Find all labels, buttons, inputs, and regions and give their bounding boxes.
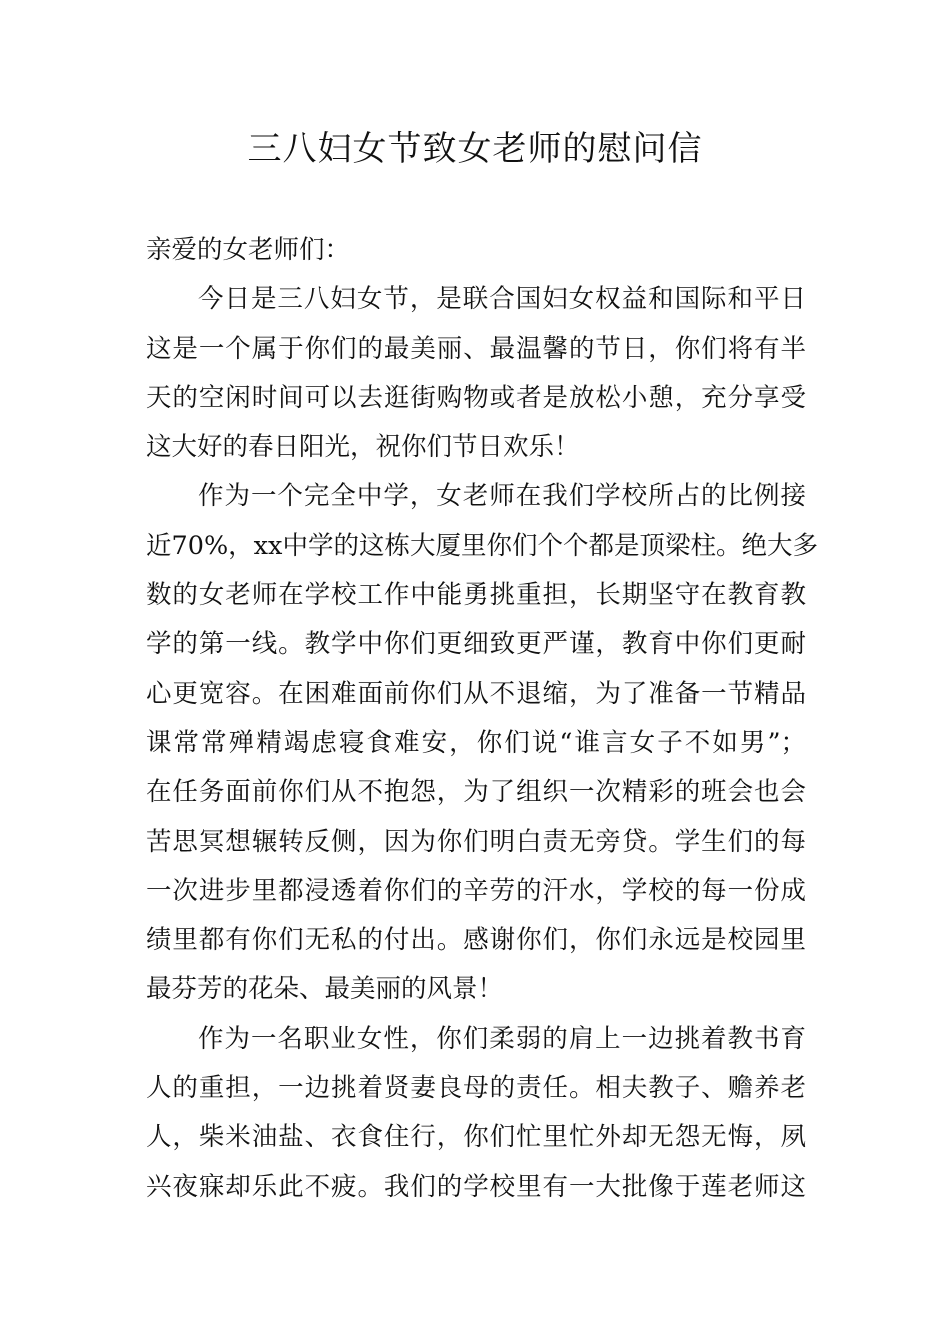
text-line: 兴夜寐却乐此不疲。我们的学校里有一大批像于莲老师这 <box>146 1171 806 1202</box>
text-line: 苦思冥想辗转反侧，因为你们明白责无旁贷。学生们的每 <box>146 826 806 857</box>
text-line: 作为一名职业女性，你们柔弱的肩上一边挑着教书育 <box>198 1023 806 1054</box>
text-line: 天的空闲时间可以去逛街购物或者是放松小憩，充分享受 <box>146 382 806 413</box>
text-line: 一次进步里都浸透着你们的辛劳的汗水，学校的每一份成 <box>146 875 806 906</box>
text-line: 这是一个属于你们的最美丽、最温馨的节日，你们将有半 <box>146 333 806 364</box>
text-line: 人，柴米油盐、衣食住行，你们忙里忙外却无怨无悔，夙 <box>146 1122 806 1153</box>
text-line: 数的女老师在学校工作中能勇挑重担，长期坚守在教育教 <box>146 580 806 611</box>
document-title: 三八妇女节致女老师的慰问信 <box>247 129 703 169</box>
text-line: 人的重担，一边挑着贤妻良母的责任。相夫教子、赡养老 <box>146 1073 806 1104</box>
text-line: 课常常殚精竭虑寝食难安，你们说“谁言女子不如男”； <box>146 727 806 758</box>
text-line: 学的第一线。教学中你们更细致更严谨，教育中你们更耐 <box>146 629 806 660</box>
text-line: 今日是三八妇女节，是联合国妇女权益和国际和平日 <box>198 284 806 315</box>
text-line: 这大好的春日阳光，祝你们节日欢乐！ <box>146 432 580 463</box>
text-line: 作为一个完全中学，女老师在我们学校所占的比例接 <box>198 481 806 512</box>
letter-body <box>146 226 818 1212</box>
text-line: 最芬芳的花朵、最美丽的风景！ <box>146 974 504 1005</box>
text-line: 绩里都有你们无私的付出。感谢你们，你们永远是校园里 <box>146 925 806 956</box>
text-line: 近70%，xx中学的这栋大厦里你们个个都是顶梁柱。绝大多 <box>146 530 818 561</box>
text-line: 在任务面前你们从不抱怨，为了组织一次精彩的班会也会 <box>146 777 806 808</box>
text-line: 心更宽容。在困难面前你们从不退缩，为了准备一节精品 <box>146 678 806 709</box>
salutation: 亲爱的女老师们： <box>146 235 351 265</box>
